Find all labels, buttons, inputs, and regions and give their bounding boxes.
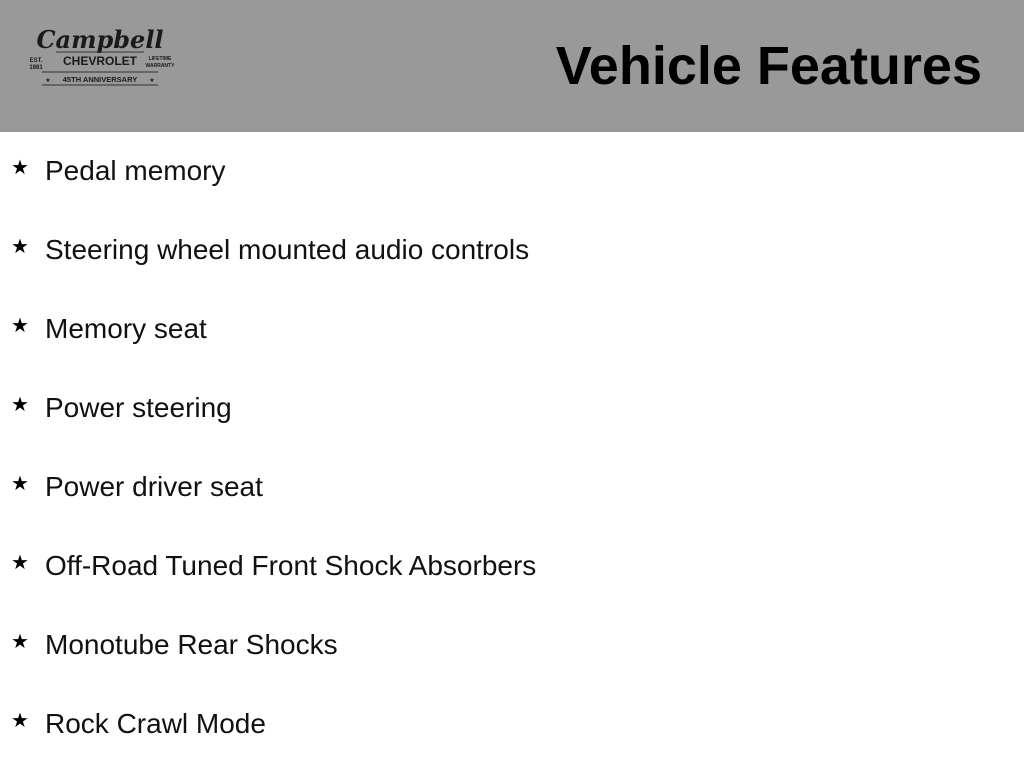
logo-anniversary-text: 45TH ANNIVERSARY — [62, 75, 138, 84]
feature-list-item — [0, 685, 1024, 764]
feature-list-item — [0, 211, 1024, 290]
logo-est-line1: EST. — [29, 58, 43, 64]
feature-label: Pedal memory — [45, 155, 226, 186]
feature-label: Off-Road Tuned Front Shock Absorbers — [45, 550, 537, 581]
logo-warranty-line1: LIFETIME — [148, 56, 172, 62]
feature-list-item — [0, 132, 1024, 211]
star-icon: ★ — [11, 236, 29, 258]
feature-list-item — [0, 527, 1024, 606]
feature-list-item — [0, 448, 1024, 527]
star-icon: ★ — [11, 157, 29, 179]
feature-list — [0, 132, 1024, 764]
header-bar — [0, 0, 1024, 132]
feature-label: Steering wheel mounted audio controls — [45, 234, 530, 265]
feature-label: Rock Crawl Mode — [45, 708, 266, 739]
logo-brand-text: CHEVROLET — [62, 54, 138, 68]
feature-list-item — [0, 290, 1024, 369]
star-icon: ★ — [11, 631, 29, 653]
star-icon: ★ — [11, 315, 29, 337]
feature-list-item — [0, 369, 1024, 448]
feature-label: Power steering — [45, 392, 232, 423]
star-icon: ★ — [11, 394, 29, 416]
feature-label: Power driver seat — [45, 471, 263, 502]
dealer-logo — [26, 24, 174, 90]
feature-label: Monotube Rear Shocks — [45, 629, 338, 660]
feature-label: Memory seat — [45, 313, 207, 344]
logo-script-text: Campbell — [36, 25, 164, 54]
page-title: Vehicle Features — [555, 36, 982, 96]
logo-est-line2: 1981 — [29, 65, 43, 71]
svg-text:★: ★ — [45, 78, 51, 84]
star-icon: ★ — [11, 552, 29, 574]
feature-list-item — [0, 606, 1024, 685]
svg-text:★: ★ — [149, 78, 155, 84]
star-icon: ★ — [11, 710, 29, 732]
star-icon: ★ — [11, 473, 29, 495]
logo-warranty-line2: WARRANTY — [145, 63, 174, 69]
